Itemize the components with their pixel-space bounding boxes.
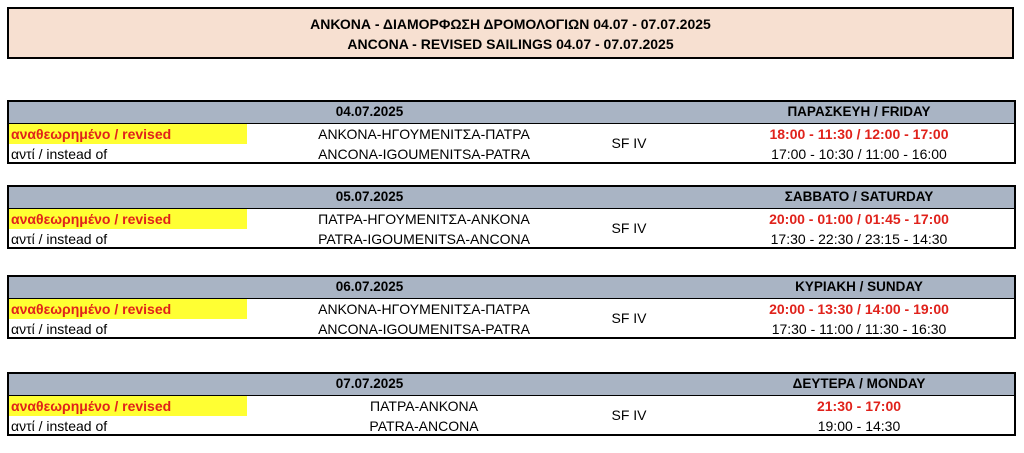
instead-label: αντί / instead of — [11, 231, 108, 247]
sailing-block-04-07 — [7, 100, 1016, 164]
route-greek: ΠΑΤΡΑ-ΗΓΟΥΜΕΝΙΤΣΑ-ΑΝΚΟΝΑ — [318, 211, 530, 227]
route-english: PATRA-ANCONA — [369, 418, 479, 434]
ship-name: SF IV — [611, 310, 647, 326]
revised-times: 21:30 - 17:00 — [816, 398, 902, 414]
revised-label: αναθεωρημένο / revised — [9, 124, 247, 144]
route-english: PATRA-IGOUMENITSA-ANCONA — [318, 231, 530, 247]
instead-label: αντί / instead of — [11, 146, 108, 162]
sailing-date: 07.07.2025 — [335, 376, 404, 391]
route-greek: ΑΝΚΟΝΑ-ΗΓΟΥΜΕΝΙΤΣΑ-ΠΑΤΡΑ — [318, 126, 530, 142]
original-times: 17:30 - 11:00 / 11:30 - 16:30 — [771, 321, 947, 337]
original-times: 17:30 - 22:30 / 23:15 - 14:30 — [770, 231, 948, 247]
ship-name: SF IV — [611, 407, 647, 423]
original-row — [9, 144, 1014, 164]
sailing-header — [9, 277, 1014, 299]
page-title-box — [7, 7, 1014, 59]
revised-row — [9, 124, 1014, 144]
sailing-day: ΠΑΡΑΣΚΕΥΗ / FRIDAY — [787, 104, 931, 119]
revised-row — [9, 299, 1014, 319]
sailing-block-05-07 — [7, 185, 1016, 249]
route-greek: ΠΑΤΡΑ-ΑΝΚΟΝΑ — [370, 398, 478, 414]
instead-label: αντί / instead of — [11, 321, 108, 337]
route-english: ANCONA-IGOUMENITSA-PATRA — [318, 321, 530, 337]
title-greek: ΑΝΚΟΝΑ - ΔΙΑΜΟΡΦΩΣΗ ΔΡΟΜΟΛΟΓΙΩΝ 04.07 - 07.07.2025 — [310, 16, 711, 32]
revised-label: αναθεωρημένο / revised — [9, 209, 247, 229]
ship-name: SF IV — [611, 135, 647, 151]
original-row — [9, 416, 1014, 436]
sailing-header — [9, 187, 1014, 209]
sailing-header — [9, 374, 1014, 396]
sailing-day: ΔΕΥΤΕΡΑ / MONDAY — [792, 376, 926, 391]
revised-times: 18:00 - 11:30 / 12:00 - 17:00 — [769, 126, 949, 142]
original-times: 17:00 - 10:30 / 11:00 - 16:00 — [771, 146, 947, 162]
instead-label: αντί / instead of — [11, 418, 108, 434]
revised-times: 20:00 - 13:30 / 14:00 - 19:00 — [769, 301, 949, 317]
original-times: 19:00 - 14:30 — [817, 418, 901, 434]
original-row — [9, 319, 1014, 339]
revised-row — [9, 396, 1014, 416]
route-greek: ΑΝΚΟΝΑ-ΗΓΟΥΜΕΝΙΤΣΑ-ΠΑΤΡΑ — [318, 301, 530, 317]
sailing-block-06-07 — [7, 275, 1016, 339]
ship-name: SF IV — [611, 220, 647, 236]
revised-label: αναθεωρημένο / revised — [9, 396, 247, 416]
title-english: ANCONA - REVISED SAILINGS 04.07 - 07.07.2025 — [347, 36, 674, 52]
revised-label: αναθεωρημένο / revised — [9, 299, 247, 319]
revised-row — [9, 209, 1014, 229]
sailing-day: ΣΑΒΒΑΤΟ / SATURDAY — [784, 189, 934, 204]
route-english: ANCONA-IGOUMENITSA-PATRA — [318, 146, 530, 162]
sailing-block-07-07 — [7, 372, 1016, 436]
revised-times: 20:00 - 01:00 / 01:45 - 17:00 — [769, 211, 949, 227]
sailing-date: 05.07.2025 — [335, 189, 404, 204]
sailing-date: 04.07.2025 — [335, 104, 404, 119]
original-row — [9, 229, 1014, 249]
sailing-day: ΚΥΡΙΑΚΗ / SUNDAY — [795, 279, 923, 294]
sailing-header — [9, 102, 1014, 124]
sailing-date: 06.07.2025 — [335, 279, 404, 294]
